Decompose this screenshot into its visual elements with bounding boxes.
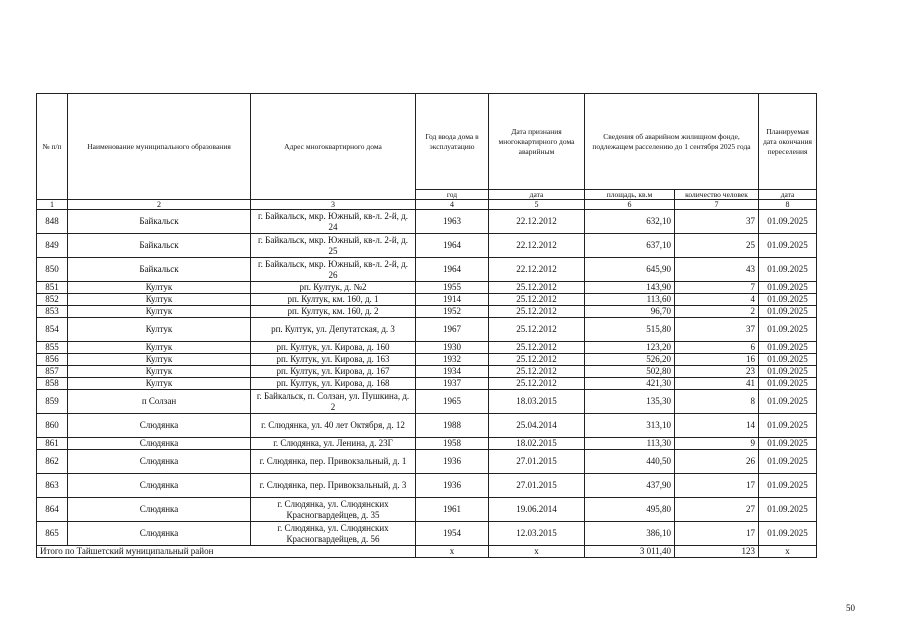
- cell-address: г. Байкальск, мкр. Южный, кв-л. 2-й, д. 25: [251, 234, 416, 258]
- cell-address: г. Байкальск, п. Солзан, ул. Пушкина, д. 2: [251, 390, 416, 414]
- cell-num: 860: [37, 414, 68, 438]
- table-row: [37, 294, 817, 306]
- cell-date: 19.06.2014: [489, 498, 585, 522]
- table-row: [37, 354, 817, 366]
- cell-address: г. Слюдянка, пер. Привокзальный, д. 3: [251, 474, 416, 498]
- cell-year: 1967: [416, 318, 489, 342]
- table-row: [37, 342, 817, 354]
- cell-municipality: Култук: [68, 306, 251, 318]
- cell-area: 135,30: [585, 390, 675, 414]
- cell-area: 143,90: [585, 282, 675, 294]
- table-row: [37, 366, 817, 378]
- cell-area: 313,10: [585, 414, 675, 438]
- cell-num: 865: [37, 522, 68, 546]
- cell-area: 386,10: [585, 522, 675, 546]
- cell-num: 859: [37, 390, 68, 414]
- cell-area: 632,10: [585, 210, 675, 234]
- cell-date: 12.03.2015: [489, 522, 585, 546]
- cell-address: рп. Култук, ул. Депутатская, д. 3: [251, 318, 416, 342]
- cell-people: 26: [675, 450, 759, 474]
- cell-address: рп. Култук, ул. Кирова, д. 168: [251, 378, 416, 390]
- cell-planned-date: 01.09.2025: [759, 414, 817, 438]
- cell-planned-date: 01.09.2025: [759, 318, 817, 342]
- total-year: x: [416, 546, 489, 558]
- cell-year: 1937: [416, 378, 489, 390]
- cell-municipality: Слюдянка: [68, 522, 251, 546]
- cell-year: 1963: [416, 210, 489, 234]
- cell-date: 25.12.2012: [489, 342, 585, 354]
- cell-planned-date: 01.09.2025: [759, 366, 817, 378]
- table-row: [37, 306, 817, 318]
- cell-area: 421,30: [585, 378, 675, 390]
- cell-year: 1936: [416, 450, 489, 474]
- header-municipality: Наименование муниципального образования: [68, 94, 251, 200]
- cell-year: 1964: [416, 258, 489, 282]
- cell-date: 25.12.2012: [489, 354, 585, 366]
- column-number: 6: [585, 200, 675, 210]
- cell-area: 440,50: [585, 450, 675, 474]
- table-row: [37, 438, 817, 450]
- cell-people: 17: [675, 474, 759, 498]
- cell-date: 27.01.2015: [489, 450, 585, 474]
- cell-num: 854: [37, 318, 68, 342]
- cell-date: 22.12.2012: [489, 258, 585, 282]
- cell-year: 1952: [416, 306, 489, 318]
- cell-planned-date: 01.09.2025: [759, 282, 817, 294]
- total-planned-date: x: [759, 546, 817, 558]
- column-number: 2: [68, 200, 251, 210]
- cell-area: 502,80: [585, 366, 675, 378]
- cell-num: 850: [37, 258, 68, 282]
- cell-planned-date: 01.09.2025: [759, 450, 817, 474]
- cell-municipality: Култук: [68, 318, 251, 342]
- table-row: [37, 234, 817, 258]
- cell-date: 27.01.2015: [489, 474, 585, 498]
- cell-municipality: Байкальск: [68, 234, 251, 258]
- cell-planned-date: 01.09.2025: [759, 306, 817, 318]
- cell-num: 857: [37, 366, 68, 378]
- cell-year: 1958: [416, 438, 489, 450]
- cell-date: 25.04.2014: [489, 414, 585, 438]
- cell-area: 645,90: [585, 258, 675, 282]
- cell-people: 7: [675, 282, 759, 294]
- cell-num: 856: [37, 354, 68, 366]
- cell-municipality: Култук: [68, 366, 251, 378]
- cell-year: 1914: [416, 294, 489, 306]
- total-date: x: [489, 546, 585, 558]
- cell-num: 862: [37, 450, 68, 474]
- cell-municipality: Слюдянка: [68, 498, 251, 522]
- cell-planned-date: 01.09.2025: [759, 378, 817, 390]
- cell-year: 1932: [416, 354, 489, 366]
- cell-planned-date: 01.09.2025: [759, 342, 817, 354]
- cell-year: 1930: [416, 342, 489, 354]
- cell-area: 637,10: [585, 234, 675, 258]
- cell-planned-date: 01.09.2025: [759, 474, 817, 498]
- cell-people: 37: [675, 318, 759, 342]
- cell-num: 864: [37, 498, 68, 522]
- cell-address: г. Слюдянка, ул. Слюдянских Красногвардейцев, д. 35: [251, 498, 416, 522]
- cell-planned-date: 01.09.2025: [759, 234, 817, 258]
- cell-address: г. Слюдянка, пер. Привокзальный, д. 1: [251, 450, 416, 474]
- cell-area: 515,80: [585, 318, 675, 342]
- column-number: 1: [37, 200, 68, 210]
- cell-planned-date: 01.09.2025: [759, 258, 817, 282]
- cell-people: 4: [675, 294, 759, 306]
- table-row: [37, 474, 817, 498]
- unit-people: количество человек: [675, 190, 759, 200]
- cell-address: г. Байкальск, мкр. Южный, кв-л. 2-й, д. 26: [251, 258, 416, 282]
- cell-area: 96,70: [585, 306, 675, 318]
- cell-address: г. Слюдянка, ул. Ленина, д. 23Г: [251, 438, 416, 450]
- cell-municipality: Байкальск: [68, 258, 251, 282]
- cell-people: 2: [675, 306, 759, 318]
- unit-date: дата: [489, 190, 585, 200]
- cell-num: 851: [37, 282, 68, 294]
- table-row: [37, 450, 817, 474]
- cell-year: 1934: [416, 366, 489, 378]
- table-row: [37, 282, 817, 294]
- total-row: [37, 546, 817, 558]
- unit-date2: дата: [759, 190, 817, 200]
- cell-municipality: Слюдянка: [68, 438, 251, 450]
- cell-year: 1964: [416, 234, 489, 258]
- cell-planned-date: 01.09.2025: [759, 498, 817, 522]
- cell-date: 22.12.2012: [489, 234, 585, 258]
- cell-num: 852: [37, 294, 68, 306]
- header-date-emergency: Дата признания многоквартирного дома аварийным: [489, 94, 585, 190]
- cell-people: 23: [675, 366, 759, 378]
- table-row: [37, 378, 817, 390]
- cell-date: 18.03.2015: [489, 390, 585, 414]
- cell-address: рп. Култук, ул. Кирова, д. 167: [251, 366, 416, 378]
- cell-municipality: Култук: [68, 354, 251, 366]
- cell-municipality: Слюдянка: [68, 474, 251, 498]
- cell-planned-date: 01.09.2025: [759, 390, 817, 414]
- cell-num: 855: [37, 342, 68, 354]
- column-number: 7: [675, 200, 759, 210]
- header-address: Адрес многоквартирного дома: [251, 94, 416, 200]
- page-number: 50: [846, 603, 855, 613]
- total-people: 123: [675, 546, 759, 558]
- cell-municipality: Слюдянка: [68, 450, 251, 474]
- cell-address: рп. Култук, км. 160, д. 1: [251, 294, 416, 306]
- cell-date: 25.12.2012: [489, 366, 585, 378]
- cell-num: 863: [37, 474, 68, 498]
- table-body: [37, 210, 817, 546]
- cell-area: 123,20: [585, 342, 675, 354]
- cell-year: 1954: [416, 522, 489, 546]
- cell-planned-date: 01.09.2025: [759, 522, 817, 546]
- cell-municipality: Слюдянка: [68, 414, 251, 438]
- cell-address: рп. Култук, ул. Кирова, д. 163: [251, 354, 416, 366]
- cell-date: 25.12.2012: [489, 318, 585, 342]
- cell-num: 848: [37, 210, 68, 234]
- cell-people: 27: [675, 498, 759, 522]
- table-row: [37, 210, 817, 234]
- cell-people: 8: [675, 390, 759, 414]
- cell-municipality: Култук: [68, 342, 251, 354]
- cell-people: 41: [675, 378, 759, 390]
- table-row: [37, 318, 817, 342]
- cell-date: 25.12.2012: [489, 378, 585, 390]
- column-number: 4: [416, 200, 489, 210]
- cell-people: 6: [675, 342, 759, 354]
- cell-municipality: Култук: [68, 378, 251, 390]
- cell-year: 1988: [416, 414, 489, 438]
- total-area: 3 011,40: [585, 546, 675, 558]
- header-planned-date: Планируемая дата окончания переселения: [759, 94, 817, 190]
- cell-date: 22.12.2012: [489, 210, 585, 234]
- cell-area: 526,20: [585, 354, 675, 366]
- table-row: [37, 414, 817, 438]
- cell-address: г. Слюдянка, ул. Слюдянских Красногвардейцев, д. 56: [251, 522, 416, 546]
- unit-year: год: [416, 190, 489, 200]
- cell-num: 849: [37, 234, 68, 258]
- cell-municipality: Култук: [68, 282, 251, 294]
- cell-people: 43: [675, 258, 759, 282]
- cell-people: 17: [675, 522, 759, 546]
- cell-area: 495,80: [585, 498, 675, 522]
- cell-people: 16: [675, 354, 759, 366]
- table-row: [37, 498, 817, 522]
- cell-area: 113,30: [585, 438, 675, 450]
- emergency-housing-table: [36, 93, 817, 558]
- table-row: [37, 258, 817, 282]
- header-year-built: Год ввода дома в эксплуатацию: [416, 94, 489, 190]
- table-row: [37, 390, 817, 414]
- cell-date: 25.12.2012: [489, 294, 585, 306]
- total-label: Итого по Тайшетский муниципальный район: [37, 546, 416, 558]
- cell-planned-date: 01.09.2025: [759, 210, 817, 234]
- cell-people: 9: [675, 438, 759, 450]
- cell-num: 853: [37, 306, 68, 318]
- cell-date: 25.12.2012: [489, 306, 585, 318]
- cell-address: рп. Култук, д. №2: [251, 282, 416, 294]
- unit-area: площадь, кв.м: [585, 190, 675, 200]
- cell-municipality: Байкальск: [68, 210, 251, 234]
- cell-people: 37: [675, 210, 759, 234]
- column-number: 8: [759, 200, 817, 210]
- cell-address: г. Байкальск, мкр. Южный, кв-л. 2-й, д. 24: [251, 210, 416, 234]
- cell-planned-date: 01.09.2025: [759, 438, 817, 450]
- document-sheet: [36, 93, 816, 558]
- cell-people: 14: [675, 414, 759, 438]
- cell-num: 858: [37, 378, 68, 390]
- table-row: [37, 522, 817, 546]
- cell-area: 113,60: [585, 294, 675, 306]
- column-number: 5: [489, 200, 585, 210]
- cell-planned-date: 01.09.2025: [759, 354, 817, 366]
- cell-num: 861: [37, 438, 68, 450]
- cell-year: 1936: [416, 474, 489, 498]
- cell-year: 1965: [416, 390, 489, 414]
- cell-area: 437,90: [585, 474, 675, 498]
- cell-municipality: п Солзан: [68, 390, 251, 414]
- cell-address: г. Слюдянка, ул. 40 лет Октября, д. 12: [251, 414, 416, 438]
- cell-people: 25: [675, 234, 759, 258]
- column-number: 3: [251, 200, 416, 210]
- header-info: Сведения об аварийном жилищном фонде, подлежащем расселению до 1 сентября 2025 года: [585, 94, 759, 190]
- cell-date: 18.02.2015: [489, 438, 585, 450]
- cell-year: 1961: [416, 498, 489, 522]
- cell-municipality: Култук: [68, 294, 251, 306]
- cell-year: 1955: [416, 282, 489, 294]
- cell-planned-date: 01.09.2025: [759, 294, 817, 306]
- cell-address: рп. Култук, км. 160, д. 2: [251, 306, 416, 318]
- header-num: № п/п: [37, 94, 68, 200]
- cell-address: рп. Култук, ул. Кирова, д. 160: [251, 342, 416, 354]
- cell-date: 25.12.2012: [489, 282, 585, 294]
